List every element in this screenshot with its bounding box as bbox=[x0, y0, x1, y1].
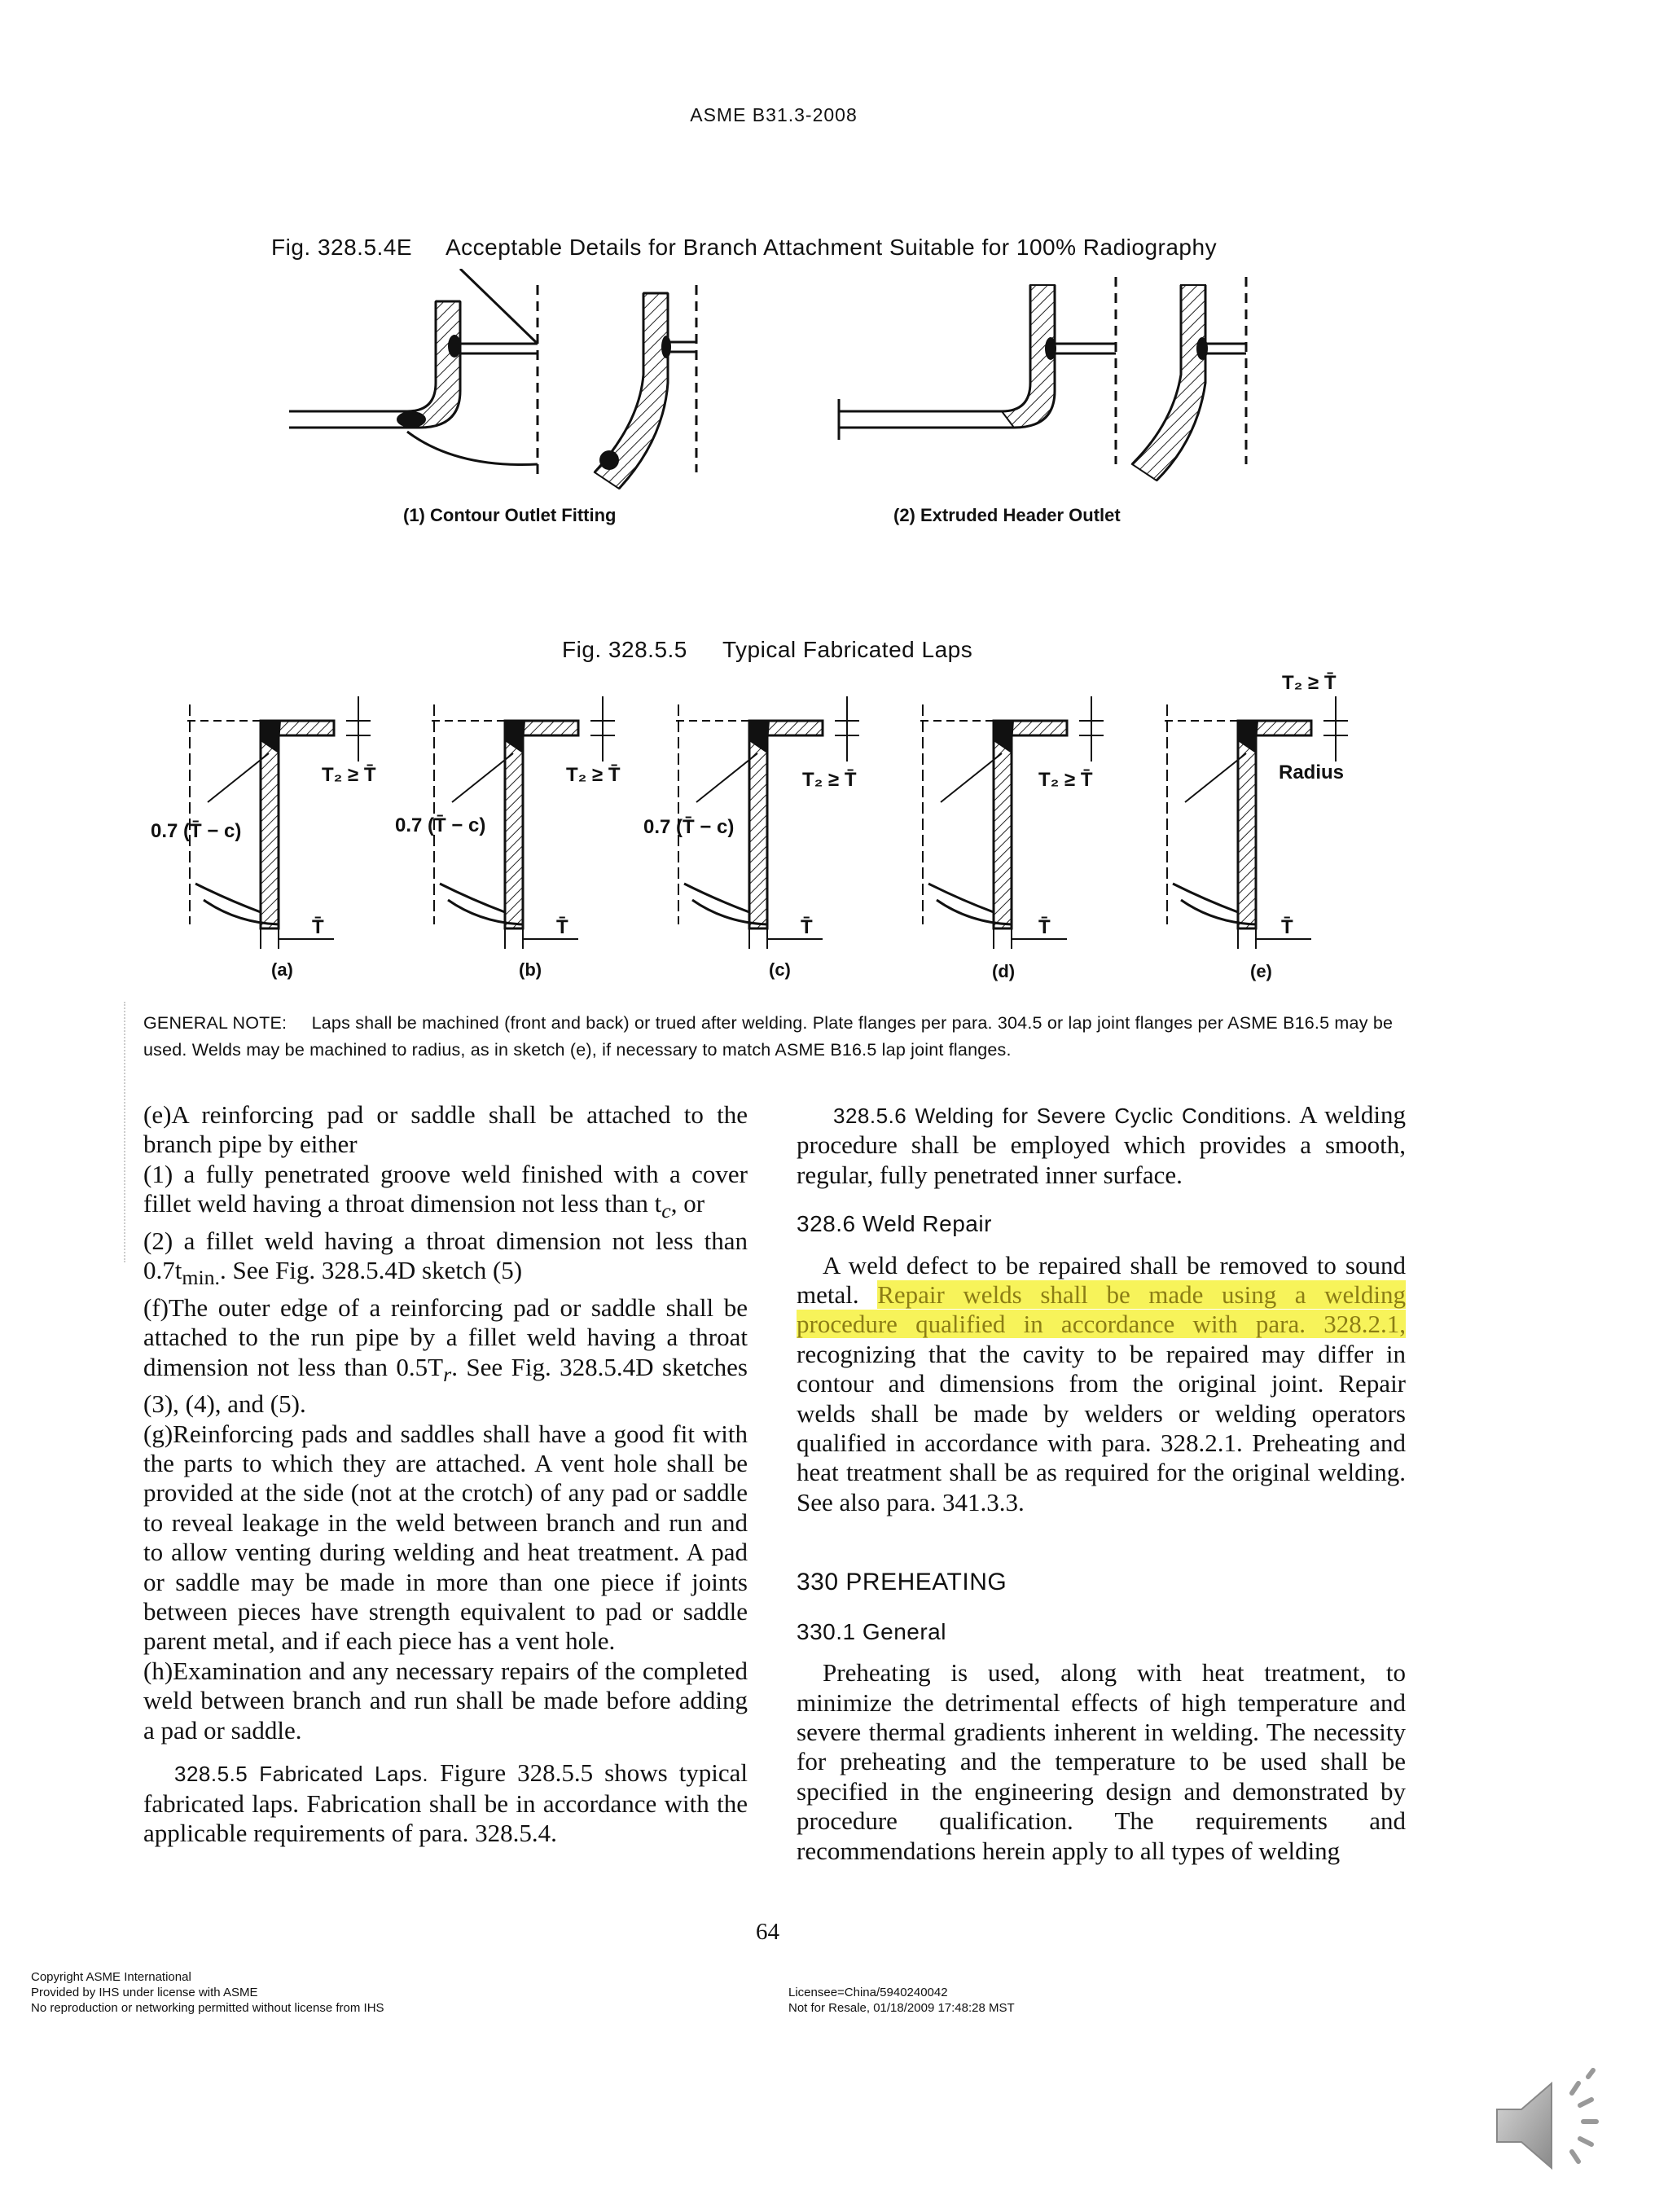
para-preheating: Preheating is used, along with heat treatment, to minimize the detrimental effects of high temperature and severe thermal gradients inherent in welding. The necessity for preheating and the temperature to be used shall be specified in the engineering design and demonstrated by procedure qualification. The requirements and recommendations herein apply to all types of welding bbox=[797, 1658, 1406, 1865]
sketch-label-e: (e) bbox=[1250, 961, 1272, 981]
para-f-text: (f)The outer edge of a reinforcing pad or saddle shall be attached to the run pipe by a fillet weld having a throat dimension not less than 0.5T bbox=[143, 1293, 748, 1381]
para-3285 bbox=[143, 1758, 748, 1848]
footer-licensee: Licensee=China/5940240042 bbox=[788, 1986, 948, 1999]
weld-repair-pre: A weld defect to be repaired shall be removed to sound metal. bbox=[797, 1250, 1406, 1310]
heading-3286: 328.5.6 Welding for Severe Cyclic Conditions. bbox=[833, 1104, 1293, 1128]
para-f-sub: r bbox=[443, 1362, 452, 1386]
para-e: (e)A reinforcing pad or saddle shall be attached to the branch pipe by either bbox=[143, 1100, 748, 1159]
general-note bbox=[143, 1010, 1414, 1064]
speaker-icon[interactable] bbox=[1482, 2061, 1613, 2191]
footer-left bbox=[31, 1969, 384, 2016]
para-f bbox=[143, 1293, 748, 1420]
para-e2 bbox=[143, 1227, 748, 1293]
weld-repair-post: recognizing that the cavity to be repaired may differ in contour and dimensions from the original joint. Repair welds shall be made by welders or welding operators qualified in accordance with para. 328.2.1. Preheating and heat treatment shall be as required for the original welding. See also para. 341.3.3. bbox=[797, 1339, 1406, 1516]
footer-copyright: Copyright ASME International bbox=[31, 1970, 191, 1984]
para-e2-text: (2) a fillet weld having a throat dimension not less than 0.7t bbox=[143, 1226, 748, 1285]
para-3286 bbox=[797, 1100, 1406, 1190]
para-e2-tail: . See Fig. 328.5.4D sketch (5) bbox=[220, 1256, 523, 1285]
para-weld-repair bbox=[797, 1251, 1406, 1518]
para-e1 bbox=[143, 1160, 748, 1227]
general-note-text: Laps shall be machined (front and back) or trued after welding. Plate flanges per para. 304.5 or lap joint flanges per ASME B16.5 may be used. Welds may be machined to radius, as in sketch (e), if necessary to match ASME B16.5 lap joint flanges. bbox=[143, 1013, 1394, 1060]
general-note-label: GENERAL NOTE: bbox=[143, 1013, 288, 1033]
para-e2-sub: min. bbox=[182, 1266, 221, 1290]
fig2-drawing bbox=[138, 664, 1360, 990]
t-label-c: T̄ bbox=[801, 916, 813, 938]
footer-not-for-resale: Not for Resale, 01/18/2009 17:48:28 MST bbox=[788, 2001, 1015, 2015]
para-g: (g)Reinforcing pads and saddles shall have a good fit with the parts to which they are attached. A vent hole shall be provided at the side (not at the crotch) of any pad or saddle to reveal leakage in the weld between branch and run and to allow venting during welding and heat treatment. A pad or saddle may be made in more than one piece if joints between pieces have strength equivalent to pad or saddle parent metal, and if each piece has a vent hole. bbox=[143, 1419, 748, 1656]
footer-right bbox=[788, 1985, 1015, 2016]
fig1-caption-right: (2) Extruded Header Outlet bbox=[893, 505, 1121, 525]
heading-330-1: 330.1 General bbox=[797, 1618, 946, 1644]
sketch-label-a: (a) bbox=[271, 959, 293, 980]
t-label-d: T̄ bbox=[1038, 916, 1051, 938]
heading-330: 330 PREHEATING bbox=[797, 1569, 1007, 1596]
t-label-a: T̄ bbox=[312, 916, 324, 938]
highlighted-text: Repair welds shall be made using a welding procedure qualified in accordance with para. 328.2.1, bbox=[797, 1280, 1407, 1339]
fig1-title: Acceptable Details for Branch Attachment Suitable for 100% Radiography bbox=[446, 235, 1218, 260]
fig1-number: Fig. 328.5.4E bbox=[271, 235, 413, 260]
fig1-drawing bbox=[269, 269, 1295, 529]
fig2-title: Typical Fabricated Laps bbox=[722, 637, 973, 662]
dim-label-b: 0.7 (T̄ − c) bbox=[395, 814, 486, 836]
sketch-label-d: (d) bbox=[992, 961, 1016, 981]
text-3286: A welding procedure shall be employed which provides a smooth, regular, fully penetrated inner surface. bbox=[797, 1100, 1406, 1189]
heading-3285: 328.5.5 Fabricated Laps. bbox=[174, 1762, 429, 1787]
text-3285: Figure 328.5.5 shows typical fabricated laps. Fabrication shall be in accordance with the applicable requirements of para. 328.5.4. bbox=[143, 1758, 748, 1847]
left-column bbox=[143, 1100, 748, 1848]
page-header: ASME B31.3-2008 bbox=[690, 104, 858, 125]
t-label-b: T̄ bbox=[556, 916, 568, 938]
para-e1-tail: , or bbox=[670, 1189, 705, 1218]
fig2-number: Fig. 328.5.5 bbox=[562, 637, 687, 662]
para-e1-text: (1) a fully penetrated groove weld finished with a cover fillet weld having a throat dimension not less than t bbox=[143, 1159, 748, 1218]
para-f-tail: . See Fig. 328.5.4D sketches (3), (4), and (5). bbox=[143, 1352, 748, 1419]
fig1-caption-left: (1) Contour Outlet Fitting bbox=[403, 505, 617, 525]
right-column bbox=[797, 1100, 1406, 1866]
para-h: (h)Examination and any necessary repairs of the completed weld between branch and run shall be made before adding a pad or saddle. bbox=[143, 1656, 748, 1745]
t2-label-e: T₂ ≥ T̄ bbox=[1282, 672, 1337, 694]
t2-label-b: T₂ ≥ T̄ bbox=[566, 764, 621, 786]
dim-label-c: 0.7 (T̄ − c) bbox=[643, 816, 735, 838]
sketch-label-b: (b) bbox=[519, 959, 542, 980]
page-number: 64 bbox=[756, 1919, 779, 1945]
t2-label-c: T₂ ≥ T̄ bbox=[802, 769, 857, 791]
heading-328-6: 328.6 Weld Repair bbox=[797, 1211, 992, 1237]
sketch-label-c: (c) bbox=[769, 959, 791, 980]
t2-label-a: T₂ ≥ T̄ bbox=[322, 764, 376, 786]
para-e1-sub: c bbox=[661, 1199, 671, 1223]
dim-label-a: 0.7 (T̄ − c) bbox=[151, 820, 242, 842]
t2-label-d: T₂ ≥ T̄ bbox=[1038, 769, 1093, 791]
radius-label: Radius bbox=[1279, 761, 1345, 783]
footer-noreproduction: No reproduction or networking permitted without license from IHS bbox=[31, 2001, 384, 2015]
footer-provided: Provided by IHS under license with ASME bbox=[31, 1986, 258, 1999]
t-label-e: T̄ bbox=[1281, 916, 1293, 938]
margin-mark bbox=[124, 1002, 130, 1262]
